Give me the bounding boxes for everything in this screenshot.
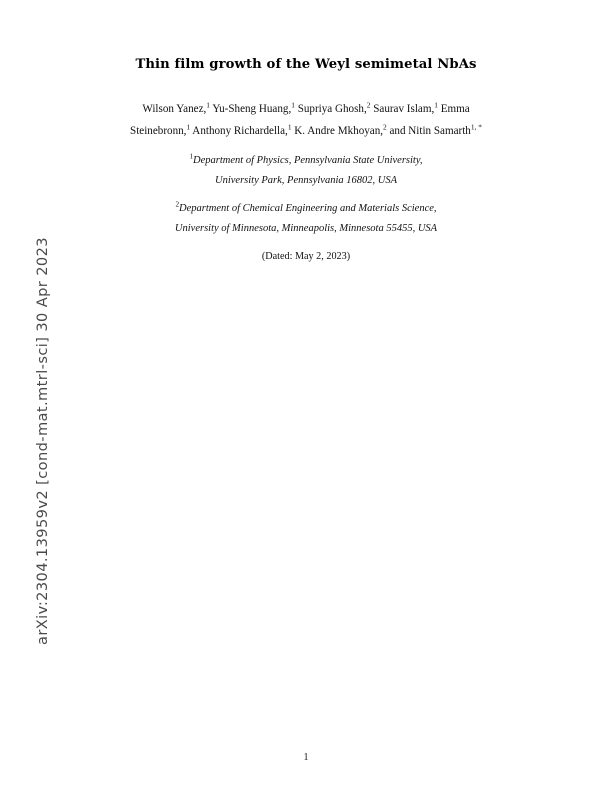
author-affiliation-marker: 1	[434, 100, 438, 110]
arxiv-stamp	[0, 0, 51, 792]
affiliation-2	[86, 199, 526, 238]
affiliation-marker: 2	[175, 200, 180, 209]
author-name: and Nitin Samarth	[386, 124, 471, 137]
paper-frontmatter	[86, 56, 526, 262]
author-line-2	[100, 121, 512, 143]
author-name: Wilson Yanez,	[142, 103, 207, 116]
affiliation-2-line-1	[86, 199, 526, 218]
author-name: Steinebronn,	[130, 124, 187, 137]
author-affiliation-marker: 1	[206, 100, 210, 110]
affiliation-1-line-2: University Park, Pennsylvania 16802, USA	[215, 174, 397, 186]
page-number: 1	[303, 752, 309, 763]
author-affiliation-marker: 1	[291, 100, 295, 110]
author-name: Anthony Richardella,	[190, 124, 288, 137]
author-affiliation-marker: 1	[287, 122, 292, 132]
affiliation-1	[86, 151, 526, 190]
author-name: Supriya Ghosh,	[294, 103, 367, 116]
author-name: Saurav Islam,	[370, 103, 435, 116]
author-affiliation-marker: 2	[383, 122, 387, 132]
author-name: Yu-Sheng Huang,	[209, 103, 292, 116]
affiliation-marker: 1	[189, 152, 194, 161]
author-name: Emma	[437, 103, 470, 116]
author-list	[100, 99, 512, 142]
author-affiliation-marker: 1	[186, 122, 191, 132]
affiliation-1-line-1	[86, 151, 526, 170]
author-line-1	[100, 99, 512, 121]
author-name: K. Andre Mkhoyan,	[291, 124, 384, 137]
page-title: Thin film growth of the Weyl semimetal NbAs	[135, 57, 477, 72]
date-line: (Dated: May 2, 2023)	[261, 251, 351, 263]
arxiv-stamp-text: arXiv:2304.13959v2 [cond-mat.mtrl-sci] 30 Apr 2023	[34, 237, 51, 645]
affiliation-text: Department of Chemical Engineering and Materials Science,	[179, 203, 437, 215]
affiliation-2-line-2: University of Minnesota, Minneapolis, Minnesota 55455, USA	[174, 222, 438, 234]
author-affiliation-marker: 2	[366, 100, 371, 110]
corresponding-author-marker: 1, *	[470, 122, 482, 132]
affiliation-text: Department of Physics, Pennsylvania State University,	[193, 155, 423, 167]
